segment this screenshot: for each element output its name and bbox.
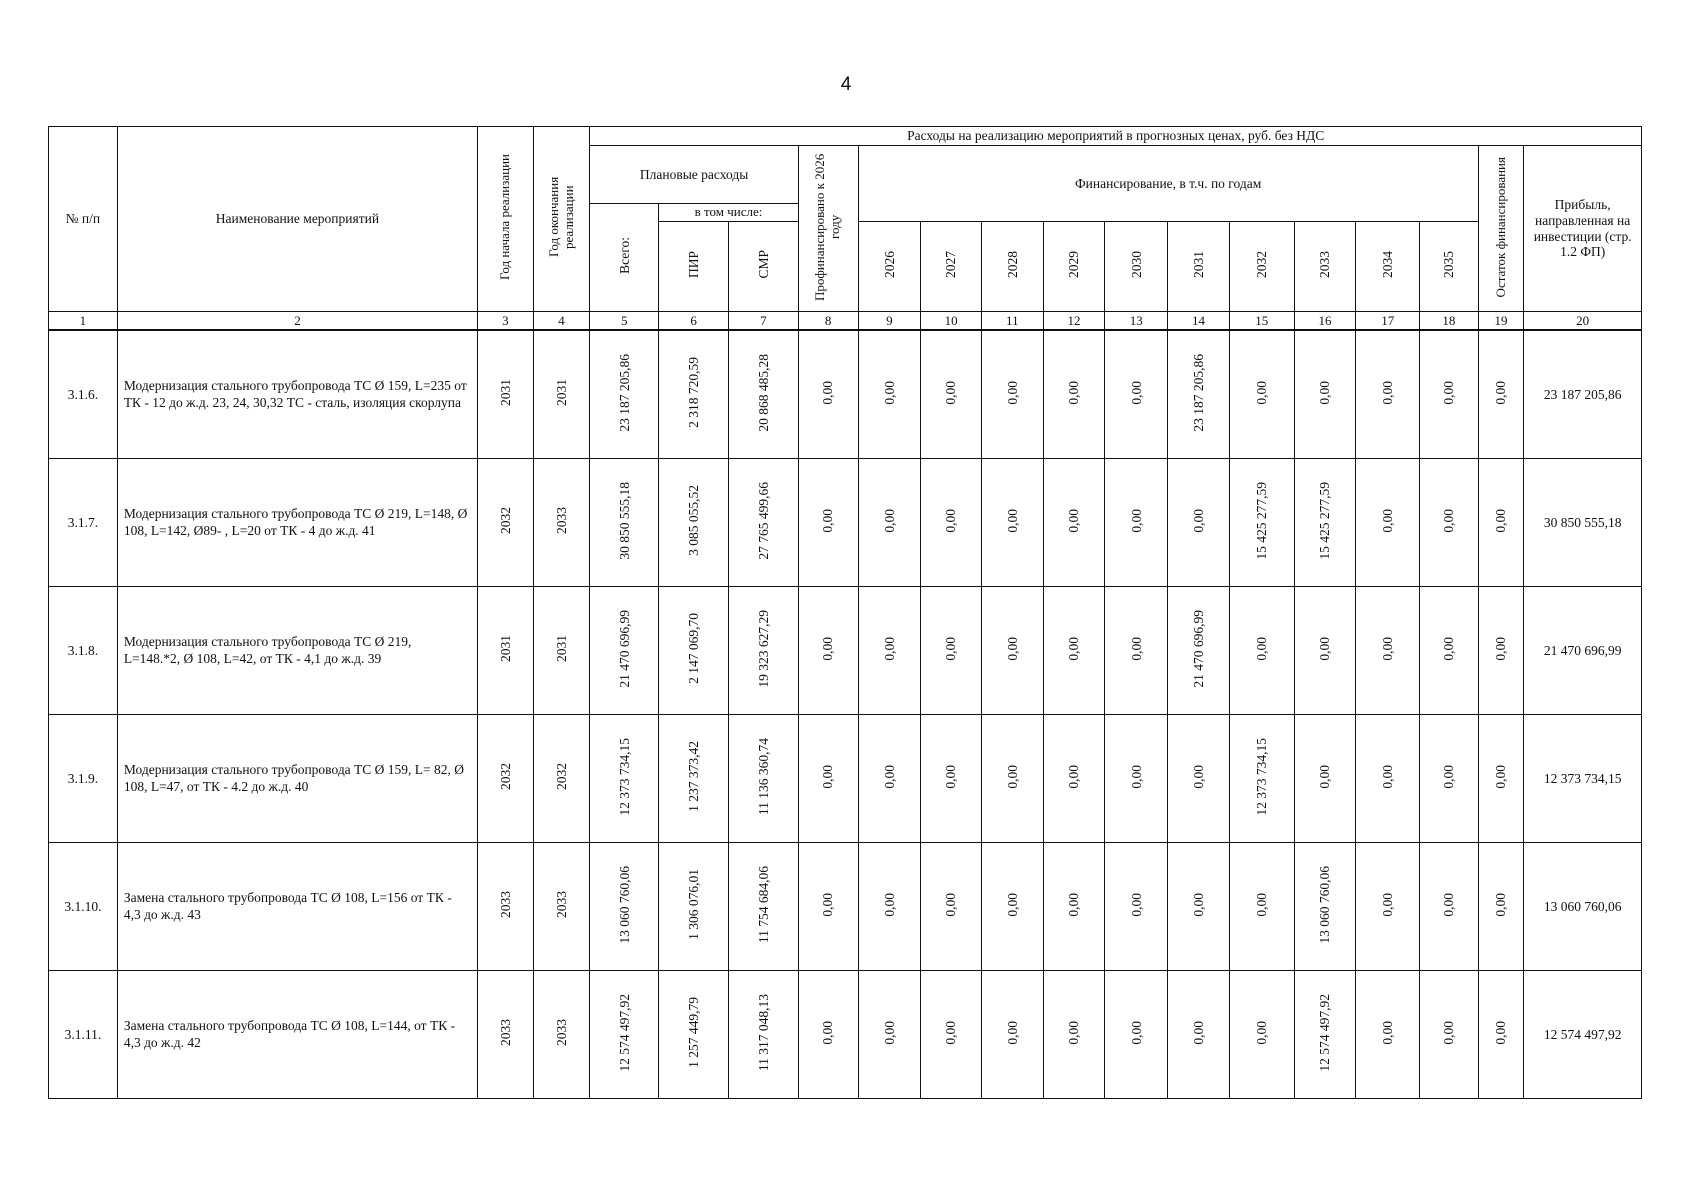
- column-number: 15: [1229, 312, 1294, 331]
- row-total: 13 060 760,06: [590, 843, 659, 971]
- row-year-2029: 0,00: [1043, 587, 1105, 715]
- row-year-2029: 0,00: [1043, 330, 1105, 459]
- row-end-year: 2033: [533, 971, 590, 1099]
- row-smr: 20 868 485,28: [729, 330, 799, 459]
- row-year-2029: 0,00: [1043, 843, 1105, 971]
- row-year-2033: 15 425 277,59: [1294, 459, 1356, 587]
- row-start-year: 2031: [478, 330, 534, 459]
- row-smr: 11 317 048,13: [729, 971, 799, 1099]
- row-profit: 13 060 760,06: [1524, 843, 1642, 971]
- row-name: Модернизация стального трубопровода ТС Ø 159, L=235 от ТК - 12 до ж.д. 23, 24, 30,32 ТС - сталь, изоляция скорлупа: [117, 330, 477, 459]
- header-year-2030: 2030: [1105, 222, 1168, 312]
- row-start-year: 2033: [478, 843, 534, 971]
- table-row: [49, 587, 1642, 715]
- column-number: 17: [1356, 312, 1420, 331]
- row-start-year: 2032: [478, 459, 534, 587]
- row-year-2030: 0,00: [1105, 330, 1168, 459]
- row-prefinanced: 0,00: [798, 459, 858, 587]
- row-year-2030: 0,00: [1105, 587, 1168, 715]
- column-number: 8: [798, 312, 858, 331]
- row-year-2032: 0,00: [1229, 971, 1294, 1099]
- row-year-2032: 0,00: [1229, 587, 1294, 715]
- row-year-2028: 0,00: [981, 459, 1043, 587]
- row-profit: 12 373 734,15: [1524, 715, 1642, 843]
- row-end-year: 2031: [533, 587, 590, 715]
- row-year-2030: 0,00: [1105, 459, 1168, 587]
- row-year-2028: 0,00: [981, 715, 1043, 843]
- header-expenses-group: Расходы на реализацию мероприятий в прогнозных ценах, руб. без НДС: [590, 127, 1642, 146]
- row-year-2029: 0,00: [1043, 715, 1105, 843]
- row-prefinanced: 0,00: [798, 330, 858, 459]
- column-number: 2: [117, 312, 477, 331]
- header-prefinanced: Профинансировано к 2026 году: [798, 146, 858, 312]
- header-including: в том числе:: [659, 204, 799, 222]
- row-year-2028: 0,00: [981, 587, 1043, 715]
- column-number: 13: [1105, 312, 1168, 331]
- row-year-2035: 0,00: [1420, 971, 1479, 1099]
- header-num: № п/п: [49, 127, 118, 312]
- header-name: Наименование мероприятий: [117, 127, 477, 312]
- page-number: 4: [840, 74, 852, 95]
- row-prefinanced: 0,00: [798, 843, 858, 971]
- row-name: Замена стального трубопровода ТС Ø 108, L=144, от ТК - 4,3 до ж.д. 42: [117, 971, 477, 1099]
- row-year-2028: 0,00: [981, 330, 1043, 459]
- row-total: 21 470 696,99: [590, 587, 659, 715]
- row-total: 30 850 555,18: [590, 459, 659, 587]
- row-year-2029: 0,00: [1043, 971, 1105, 1099]
- row-pir: 2 318 720,59: [659, 330, 729, 459]
- row-smr: 11 136 360,74: [729, 715, 799, 843]
- row-year-2033: 0,00: [1294, 330, 1356, 459]
- table-row: [49, 330, 1642, 459]
- row-year-2026: 0,00: [858, 459, 921, 587]
- header-year-2032: 2032: [1229, 222, 1294, 312]
- header-year-2028: 2028: [981, 222, 1043, 312]
- row-num: 3.1.8.: [49, 587, 118, 715]
- row-year-2030: 0,00: [1105, 715, 1168, 843]
- row-year-2026: 0,00: [858, 587, 921, 715]
- row-year-2027: 0,00: [921, 587, 982, 715]
- row-total: 12 574 497,92: [590, 971, 659, 1099]
- row-year-2026: 0,00: [858, 715, 921, 843]
- header-year-2031: 2031: [1168, 222, 1230, 312]
- row-start-year: 2032: [478, 715, 534, 843]
- row-year-2031: 21 470 696,99: [1168, 587, 1230, 715]
- row-name: Замена стального трубопровода ТС Ø 108, L=156 от ТК - 4,3 до ж.д. 43: [117, 843, 477, 971]
- column-number-row: [49, 312, 1642, 331]
- row-pir: 2 147 069,70: [659, 587, 729, 715]
- row-year-2034: 0,00: [1356, 587, 1420, 715]
- row-year-2035: 0,00: [1420, 715, 1479, 843]
- row-name: Модернизация стального трубопровода ТС Ø 159, L= 82, Ø 108, L=47, от ТК - 4.2 до ж.д. 40: [117, 715, 477, 843]
- header-year-2033: 2033: [1294, 222, 1356, 312]
- column-number: 4: [533, 312, 590, 331]
- row-total: 23 187 205,86: [590, 330, 659, 459]
- header-start-year: Год начала реализации: [478, 127, 534, 312]
- row-pir: 1 237 373,42: [659, 715, 729, 843]
- row-year-2030: 0,00: [1105, 843, 1168, 971]
- row-year-2032: 0,00: [1229, 843, 1294, 971]
- row-year-2033: 12 574 497,92: [1294, 971, 1356, 1099]
- row-end-year: 2033: [533, 843, 590, 971]
- row-year-2032: 15 425 277,59: [1229, 459, 1294, 587]
- row-year-2035: 0,00: [1420, 330, 1479, 459]
- row-year-2035: 0,00: [1420, 459, 1479, 587]
- row-year-2035: 0,00: [1420, 843, 1479, 971]
- row-year-2035: 0,00: [1420, 587, 1479, 715]
- header-planned-group: Плановые расходы: [590, 146, 798, 204]
- row-name: Модернизация стального трубопровода ТС Ø 219, L=148.*2, Ø 108, L=42, от ТК - 4,1 до ж.д. 39: [117, 587, 477, 715]
- row-prefinanced: 0,00: [798, 971, 858, 1099]
- row-year-2029: 0,00: [1043, 459, 1105, 587]
- row-year-2027: 0,00: [921, 971, 982, 1099]
- header-year-2029: 2029: [1043, 222, 1105, 312]
- column-number: 19: [1478, 312, 1524, 331]
- row-year-2032: 12 373 734,15: [1229, 715, 1294, 843]
- row-year-2031: 0,00: [1168, 459, 1230, 587]
- column-number: 12: [1043, 312, 1105, 331]
- row-pir: 3 085 055,52: [659, 459, 729, 587]
- header-end-year: Год окончания реализации: [533, 127, 590, 312]
- row-year-2026: 0,00: [858, 971, 921, 1099]
- row-profit: 12 574 497,92: [1524, 971, 1642, 1099]
- header-year-2027: 2027: [921, 222, 982, 312]
- row-smr: 27 765 499,66: [729, 459, 799, 587]
- row-year-2034: 0,00: [1356, 971, 1420, 1099]
- row-total: 12 373 734,15: [590, 715, 659, 843]
- row-year-2026: 0,00: [858, 843, 921, 971]
- row-year-2027: 0,00: [921, 843, 982, 971]
- row-remainder: 0,00: [1478, 971, 1524, 1099]
- table-body: [49, 330, 1642, 1099]
- row-smr: 19 323 627,29: [729, 587, 799, 715]
- row-num: 3.1.7.: [49, 459, 118, 587]
- row-prefinanced: 0,00: [798, 715, 858, 843]
- header-smr: СМР: [729, 222, 799, 312]
- row-name: Модернизация стального трубопровода ТС Ø 219, L=148, Ø 108, L=142, Ø89- , L=20 от ТК - 4 до ж.д. 41: [117, 459, 477, 587]
- row-remainder: 0,00: [1478, 587, 1524, 715]
- column-number: 20: [1524, 312, 1642, 331]
- table-row: [49, 971, 1642, 1099]
- column-number: 16: [1294, 312, 1356, 331]
- row-pir: 1 257 449,79: [659, 971, 729, 1099]
- row-year-2027: 0,00: [921, 715, 982, 843]
- row-profit: 30 850 555,18: [1524, 459, 1642, 587]
- row-year-2034: 0,00: [1356, 459, 1420, 587]
- table-row: [49, 459, 1642, 587]
- column-number: 11: [981, 312, 1043, 331]
- table-row: [49, 843, 1642, 971]
- header-financing-group: Финансирование, в т.ч. по годам: [858, 146, 1478, 222]
- row-year-2033: 0,00: [1294, 715, 1356, 843]
- row-num: 3.1.6.: [49, 330, 118, 459]
- row-end-year: 2032: [533, 715, 590, 843]
- row-pir: 1 306 076,01: [659, 843, 729, 971]
- header-total: Всего:: [590, 204, 659, 312]
- row-year-2033: 13 060 760,06: [1294, 843, 1356, 971]
- column-number: 6: [659, 312, 729, 331]
- column-number: 10: [921, 312, 982, 331]
- row-start-year: 2033: [478, 971, 534, 1099]
- row-end-year: 2033: [533, 459, 590, 587]
- header-pir: ПИР: [659, 222, 729, 312]
- row-remainder: 0,00: [1478, 330, 1524, 459]
- row-year-2027: 0,00: [921, 459, 982, 587]
- column-number: 14: [1168, 312, 1230, 331]
- header-year-2026: 2026: [858, 222, 921, 312]
- header-remainder: Остаток финансирования: [1478, 146, 1524, 312]
- row-year-2032: 0,00: [1229, 330, 1294, 459]
- row-year-2034: 0,00: [1356, 843, 1420, 971]
- row-year-2034: 0,00: [1356, 330, 1420, 459]
- row-year-2026: 0,00: [858, 330, 921, 459]
- row-smr: 11 754 684,06: [729, 843, 799, 971]
- row-profit: 23 187 205,86: [1524, 330, 1642, 459]
- column-number: 9: [858, 312, 921, 331]
- column-number: 18: [1420, 312, 1479, 331]
- row-num: 3.1.11.: [49, 971, 118, 1099]
- row-year-2027: 0,00: [921, 330, 982, 459]
- row-end-year: 2031: [533, 330, 590, 459]
- row-start-year: 2031: [478, 587, 534, 715]
- header-year-2035: 2035: [1420, 222, 1479, 312]
- column-number: 1: [49, 312, 118, 331]
- table-row: [49, 715, 1642, 843]
- column-number: 7: [729, 312, 799, 331]
- row-year-2028: 0,00: [981, 843, 1043, 971]
- row-num: 3.1.10.: [49, 843, 118, 971]
- header-year-2034: 2034: [1356, 222, 1420, 312]
- row-num: 3.1.9.: [49, 715, 118, 843]
- row-year-2031: 0,00: [1168, 843, 1230, 971]
- row-prefinanced: 0,00: [798, 587, 858, 715]
- column-number: 3: [478, 312, 534, 331]
- row-year-2033: 0,00: [1294, 587, 1356, 715]
- column-number: 5: [590, 312, 659, 331]
- header-profit: Прибыль, направленная на инвестиции (стр. 1.2 ФП): [1524, 146, 1642, 312]
- row-profit: 21 470 696,99: [1524, 587, 1642, 715]
- investment-table: [48, 126, 1642, 1099]
- row-year-2034: 0,00: [1356, 715, 1420, 843]
- row-year-2031: 0,00: [1168, 971, 1230, 1099]
- row-remainder: 0,00: [1478, 715, 1524, 843]
- row-remainder: 0,00: [1478, 459, 1524, 587]
- row-year-2028: 0,00: [981, 971, 1043, 1099]
- row-year-2031: 23 187 205,86: [1168, 330, 1230, 459]
- row-year-2031: 0,00: [1168, 715, 1230, 843]
- row-remainder: 0,00: [1478, 843, 1524, 971]
- row-year-2030: 0,00: [1105, 971, 1168, 1099]
